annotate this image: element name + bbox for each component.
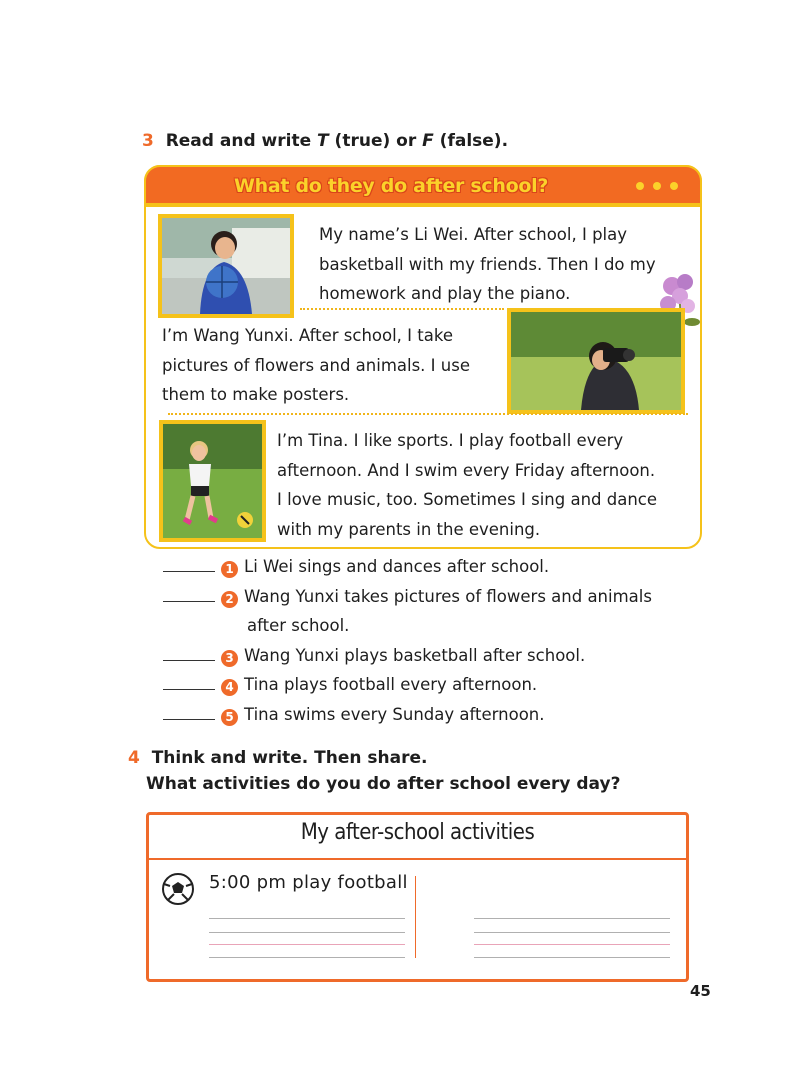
number-badge: 2 (221, 591, 238, 608)
divider (149, 858, 686, 860)
column-divider (415, 876, 416, 958)
number-badge: 5 (221, 709, 238, 726)
paragraph-tina: I’m Tina. I like sports. I play football every afternoon. And I swim every Friday afternoon. I love music, too. Sometimes I sing and dance with my parents in the evening. (277, 431, 658, 539)
statement-4: 4 Tina plays football every afternoon. (163, 670, 537, 700)
statement-3: 3 Wang Yunxi plays basketball after school. (163, 641, 585, 671)
number-badge: 3 (221, 650, 238, 667)
section-number: 4 (128, 748, 140, 768)
answer-blank[interactable] (163, 705, 215, 720)
writing-line[interactable] (209, 932, 405, 933)
writing-line[interactable] (474, 957, 670, 958)
section-3-heading: 3 Read and write T (true) or F (false). (142, 131, 509, 151)
writing-line[interactable] (209, 957, 405, 958)
paragraph-li-wei: My name’s Li Wei. After school, I play basketball with my friends. Then I do my homework and play the piano. (319, 225, 656, 303)
dot-icon (636, 182, 644, 190)
statement-5: 5 Tina swims every Sunday afternoon. (163, 700, 545, 730)
dot-icon (670, 182, 678, 190)
reading-title: What do they do after school? (233, 175, 549, 197)
answer-blank[interactable] (163, 557, 215, 572)
number-badge: 1 (221, 561, 238, 578)
example-activity: 5:00 pm play football (209, 872, 408, 893)
photo-basketball-boy (158, 214, 294, 318)
writing-line[interactable] (474, 918, 670, 919)
writing-line[interactable] (474, 944, 670, 945)
paragraph-wang-yunxi: I’m Wang Yunxi. After school, I take pictures of flowers and animals. I use them to make posters. (162, 326, 470, 404)
answer-blank[interactable] (163, 646, 215, 661)
activity-box-title: My after-school activities (300, 820, 535, 845)
section-4-heading: 4 Think and write. Then share. (128, 748, 428, 768)
writing-line[interactable] (209, 944, 405, 945)
statement-2-continued: after school. (247, 616, 350, 635)
football-icon (160, 872, 196, 906)
photo-football-girl (159, 420, 266, 542)
statement-1: 1 Li Wei sings and dances after school. (163, 552, 549, 582)
photo-camera-girl (507, 308, 685, 414)
answer-blank[interactable] (163, 587, 215, 602)
writing-line[interactable] (209, 918, 405, 919)
divider (168, 413, 688, 415)
reading-card-header (144, 165, 702, 207)
dot-icon (653, 182, 661, 190)
divider (300, 308, 504, 310)
number-badge: 4 (221, 679, 238, 696)
page-number: 45 (690, 982, 711, 1000)
answer-blank[interactable] (163, 675, 215, 690)
statement-2: 2 Wang Yunxi takes pictures of flowers and animals (163, 582, 652, 612)
section-4-question: What activities do you do after school every day? (146, 774, 621, 794)
section-number: 3 (142, 131, 154, 151)
writing-line[interactable] (474, 932, 670, 933)
